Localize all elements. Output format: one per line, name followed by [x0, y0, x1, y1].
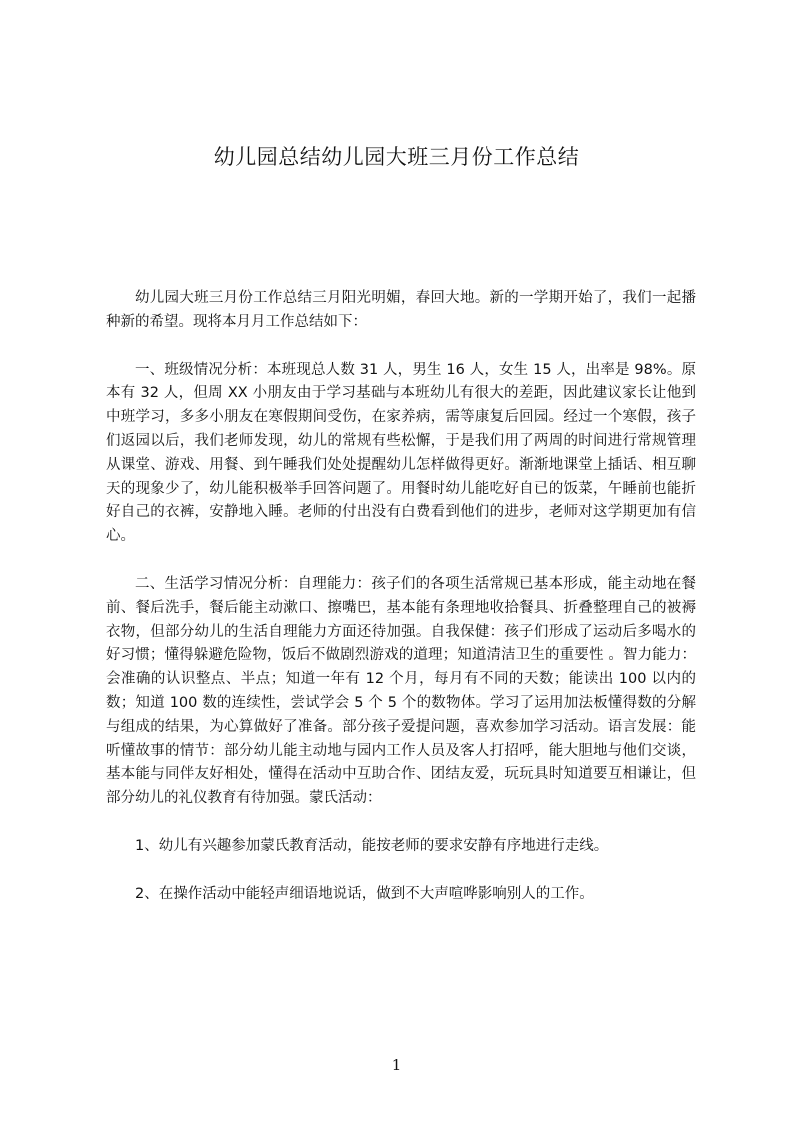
- montessori-item-1: 1、幼儿有兴趣参加蒙氏教育活动，能按老师的要求安静有序地进行走线。: [135, 837, 609, 854]
- intro-paragraph: 幼儿园大班三月份工作总结三月阳光明媚，春回大地。新的一学期开始了，我们一起播种新的希望。现将本月月工作总结如下：: [106, 290, 696, 330]
- document-body: [106, 287, 696, 907]
- class-analysis-paragraph: 一、班级情况分析：本班现总人数 31 人，男生 16 人，女生 15 人，出率是 98%。原本有 32 人，但周 XX 小朋友由于学习基础与本班幼儿有很大的差距，因此建议家长让他到中班学习，多多小朋友在寒假期间受伤，在家养病，需等康复后回园。经过一个寒假，孩子们返园以后，我们老师发现，幼儿的常规有些松懈，于是我们用了两周的时间进行常规管理从课堂、游戏、用餐、到午睡我们处处提醒幼儿怎样做得更好。渐渐地课堂上插话、相互聊天的现象少了，幼儿能积极举手回答问题了。用餐时幼儿能吃好自已的饭菜，午睡前也能折好自己的衣裤，安静地入睡。老师的付出没有白费看到他们的进步，老师对这学期更加有信心。: [106, 361, 696, 545]
- document-title: 幼儿园总结幼儿园大班三月份工作总结: [213, 145, 580, 169]
- life-study-analysis-paragraph: 二、生活学习情况分析：自理能力：孩子们的各项生活常规已基本形成，能主动地在餐前、餐后洗手，餐后能主动漱口、擦嘴巴，基本能有条理地收拾餐具、折叠整理自己的被褥衣物，但部分幼儿的生活自理能力方面还待加强。自我保健：孩子们形成了运动后多喝水的好习惯；懂得躲避危险物，饭后不做剧烈游戏的道理；知道清洁卫生的重要性 。智力能力：会准确的认识整点、半点；知道一年有 12 个月，每月有不同的天数；能读出 100 以内的数；知道 100 数的连续性，尝试学会 5 个 5 个的数物体。学习了运用加法板懂得数的分解与组成的结果，为心算做好了准备。部分孩子爱提问题，喜欢参加学习活动。语言发展：能听懂故事的情节：部分幼儿能主动地与园内工作人员及客人打招呼，能大胆地与他们交谈，基本能与同伴友好相处，懂得在活动中互助合作、团结友爱，玩玩具时知道要互相谦让，但部分幼儿的礼仪教育有待加强。蒙氏活动：: [106, 575, 696, 807]
- montessori-item-2: 2、在操作活动中能轻声细语地说话，做到不大声喧哗影响别人的工作。: [135, 885, 594, 902]
- page-number: 1: [391, 1056, 402, 1074]
